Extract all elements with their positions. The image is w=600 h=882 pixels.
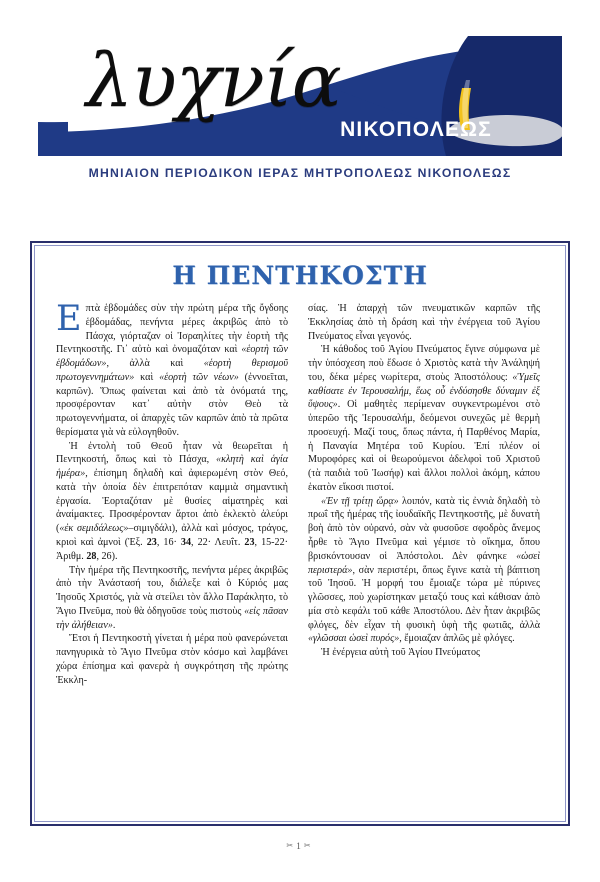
paragraph-firstfruits: σίας. Ἡ ἀπαρχὴ τῶν πνευματικῶν καρπῶν τῆς Ἐκκλησίας ἀπὸ τὴ δράση καὶ τὴν ἐνέργεια τοῦ Ἁγίου Πνεύματος εἶναι γεγονός. xyxy=(308,303,540,342)
masthead-banner xyxy=(38,36,562,156)
quoted-phrase-feast-of-weeks: «ἑορτὴ τῶν ἑβδομάδων» xyxy=(56,344,288,370)
left-text-column xyxy=(56,299,289,687)
right-text-column xyxy=(308,302,540,660)
flourish-left-icon: ✂ xyxy=(286,841,297,850)
text-run: Τὴν ἡμέρα τῆς Πεντηκοστῆς, πενήντα μέρες ἀκριβῶς ἀπὸ τὴν Ἀνάστασή του, διάλεξε καὶ ὁ Κύριός μας Ἰησοῦς Χριστός, γιὰ νὰ στείλει τὸν ἄλλο Παράκλητο, τὸ Ἅγιο Πνεῦμα, ποὺ θὰ ὁδηγοῦσε τοὺς πιστοὺς xyxy=(56,564,288,617)
text-run: , ἔμοιαζαν ἁπλῶς μὲ φλόγες. xyxy=(399,633,515,645)
publication-logo-script: λυχνία xyxy=(86,38,341,124)
publication-tagline: ΜΗΝΙΑΙΟΝ ΠΕΡΙΟΔΙΚΟΝ ΙΕΡΑΣ ΜΗΤΡΟΠΟΛΕΩΣ ΝΙΚΟΠΟΛΕΩΣ xyxy=(88,166,512,180)
publication-logo-subtitle: ΝΙΚΟΠΟΛΕΩΣ xyxy=(340,118,492,141)
paragraph-commandment xyxy=(56,440,288,564)
text-run: (ἐννοεῖται, καρπῶν). Ὅπως φαίνεται καὶ ἀπὸ τὰ ὀνόματά της, προσφέρονταν κατ᾽ αὐτὴν στὸν Θεὸ τὰ πρωτογεννήματα, οἱ ἀπαρχὲς τῶν καρπῶν ἀπὸ τὰ πρῶτα θερίσματα γιὰ νὰ εὐλογηθοῦν. xyxy=(56,371,288,438)
text-run: καὶ xyxy=(134,371,160,383)
text-run: Ἡ ἐντολὴ τοῦ Θεοῦ ἦταν νὰ θεωρεῖται ἡ Πεντηκοστή, ὅπως καὶ τὸ Πάσχα, xyxy=(56,440,288,466)
scripture-reference-number: 34 xyxy=(180,537,192,549)
text-run: Ἡ κάθοδος τοῦ Ἁγίου Πνεύματος ἔγινε σύμφωνα μὲ τὴν ὑπόσχεση ποὺ ἔδωσε ὁ Χριστὸς κατὰ τὴν Ἀνάληψή του, δέκα μέρες νωρίτερα, στοὺς Ἀποστόλους: xyxy=(308,344,540,383)
text-run: λοιπόν, κατὰ τὶς ἐννιὰ δηλαδὴ τὸ πρωΐ τῆς ἡμέρας τῆς ἰουδαϊκῆς Πεντηκοστῆς, μὲ δυνατὴ βοὴ ἀπὸ τὸν οὐρανό, σὰν νὰ φυσοῦσε σφοδρὸς ἄνεμος ἦρθε τὸ Ἅγιο Πνεῦμα καὶ γέμισε τὸ οἴκημα, ὅπου βρισκόντουσαν οἱ Ἀπόστολοι. Δὲν φάνηκε xyxy=(308,495,540,562)
page-number-block xyxy=(286,841,313,852)
scripture-reference-number: 28 xyxy=(86,550,97,562)
text-run: –σιμιγδάλι), ἀλλὰ καὶ μόσχος, τράγος, κριοὶ καὶ ἀμνοὶ (Ἐξ. xyxy=(56,523,288,549)
paragraph-opening-text: πτὰ ἑβδομάδες σὺν τὴν πρώτη μέρα τῆς ὄγδοης ἑβδομάδας, πενήντα μέρες ἀκριβῶς ἀπὸ τὸ Πάσχα, γιόρταζαν οἱ Ἰσραηλίτες τὴν ἑορτὴ τῆς Πεντηκοστῆς. Γι᾽ αὐτὸ καὶ ὀνομαζόταν καὶ xyxy=(56,303,288,356)
flourish-right-icon: ✂ xyxy=(303,841,314,850)
page-footer xyxy=(0,836,600,854)
text-run: , σὰν περιστέρι, ὅπως ἔγινε κατὰ τὴ βάπτιση τοῦ Ἰησοῦ. Ἡ μορφή του ἔμοιαζε τώρα μὲ πύρινες γλῶσσες, ποὺ χωρίστηκαν μεταξύ τους καὶ κάθισαν ἀπὸ μία στὸ κεφάλι τοῦ κάθε Ἀποστόλου. Δὲν ἦταν ἀκριβῶς φλόγες, δὲν εἶχαν τὴ φυσικὴ ὑφὴ τῆς φωτιᾶς, ἀλλὰ xyxy=(308,564,540,631)
text-run: . xyxy=(112,619,116,631)
paragraph-first-church: Ἔτσι ἡ Πεντηκοστὴ γίνεται ἡ μέρα ποὺ φανερώνεται πανηγυρικὰ τὸ Ἅγιο Πνεῦμα στὸν κόσμο καὶ λαμβάνει χώρα ἐπίσημα καὶ φανερὰ ἡ συγκρότηση τῆς πρώτης Ἐκκλη- xyxy=(56,633,288,686)
page-border-frame xyxy=(30,241,570,826)
text-run: , 26). xyxy=(96,550,118,562)
drop-cap: Ε xyxy=(56,299,82,339)
quoted-phrase-all-truth: «εἰς πᾶσαν τὴν ἀλήθειαν» xyxy=(56,605,288,631)
paragraph-energy: Ἡ ἐνέργεια αὐτὴ τοῦ Ἁγίου Πνεύματος xyxy=(321,647,481,659)
paragraph-descent xyxy=(308,343,540,494)
paragraph-third-hour xyxy=(308,495,540,646)
two-column-layout xyxy=(56,299,544,687)
text-run: , ἀλλὰ καὶ xyxy=(106,358,204,370)
paragraph-paraclete xyxy=(56,564,288,633)
text-run: , ἐπίσημη δηλαδὴ καὶ ἀφιερωμένη στὸν Θεό, κατὰ τὴν ὁποία δὲν ἐπιτρεπόταν καμμιὰ σημαντικὴ ἐργασία. Ἑορταζόταν μὲ θυσίες αἱματηρὲς καὶ ἀναίμακτες. Προσφέρονταν ἄρτοι ἀπὸ ἐκλεκτὸ ἀλεύρι ( xyxy=(56,468,288,535)
quoted-phrase-feast-of-new: «ἑορτὴ τῶν νέων» xyxy=(159,371,239,383)
text-run: . Οἱ μαθητὲς περίμεναν συγκεντρωμένοι στὸ ὑπερῶο τῆς Ἰερουσαλήμ, δεόμενοι συνεχῶς μὲ θερμὴ προσευχή. Μαζί τους, ὅπως πάντα, ἡ Παρθένος Μαρία, ἡ Παναγία Μητέρα τοῦ Κυρίου. Ἐπί πλέον οἱ Μυροφόρες καὶ οἱ θεωρούμενοι ἀδελφοὶ τοῦ Χριστοῦ (τὰ παιδιὰ τοῦ Ἰωσήφ) καὶ ἄλλοι πολλοὶ ἀκόμη, κάπου ἑκατὸν εἴκοσι πιστοί. xyxy=(308,399,540,493)
text-run: , 16· xyxy=(156,537,181,549)
page-number: 1 xyxy=(296,842,304,852)
quoted-phrase-as-a-dove: «ὡσεὶ περιστερά» xyxy=(308,550,540,576)
article-title: Η ΠΕΝΤΗΚΟΣΤΗ xyxy=(172,261,428,290)
quoted-phrase-holy-day: «κλητὴ καὶ ἁγία ἡμέρα» xyxy=(56,454,289,480)
text-run: , 22· Λευΐτ. xyxy=(191,537,245,549)
quoted-phrase-feast-of-harvest: «ἑορτὴ θερισμοῦ πρωτογεννημάτων» xyxy=(56,358,288,383)
text-run: , 15-22· Ἀριθμ. xyxy=(56,537,288,562)
quoted-phrase-tongues-of-fire: «γλῶσσαι ὡσεὶ πυρός» xyxy=(308,633,400,645)
scripture-reference-number: 23 xyxy=(244,537,255,549)
quoted-phrase-tarry-in-jerusalem: «Ὑμεῖς καθίσατε ἐν Ἰερουσαλήμ, ἕως οὗ ἐνδύσησθε δύναμιν ἐξ ὕψους» xyxy=(308,371,540,411)
scripture-reference-number: 23 xyxy=(146,537,157,549)
paragraph-opening xyxy=(56,299,288,440)
quoted-phrase-third-hour: «Ἐν τῇ τρίτῃ ὥρᾳ» xyxy=(321,495,399,507)
quoted-phrase-fine-flour: «ἐκ σεμιδάλεως» xyxy=(59,523,129,535)
article-body xyxy=(38,249,562,820)
